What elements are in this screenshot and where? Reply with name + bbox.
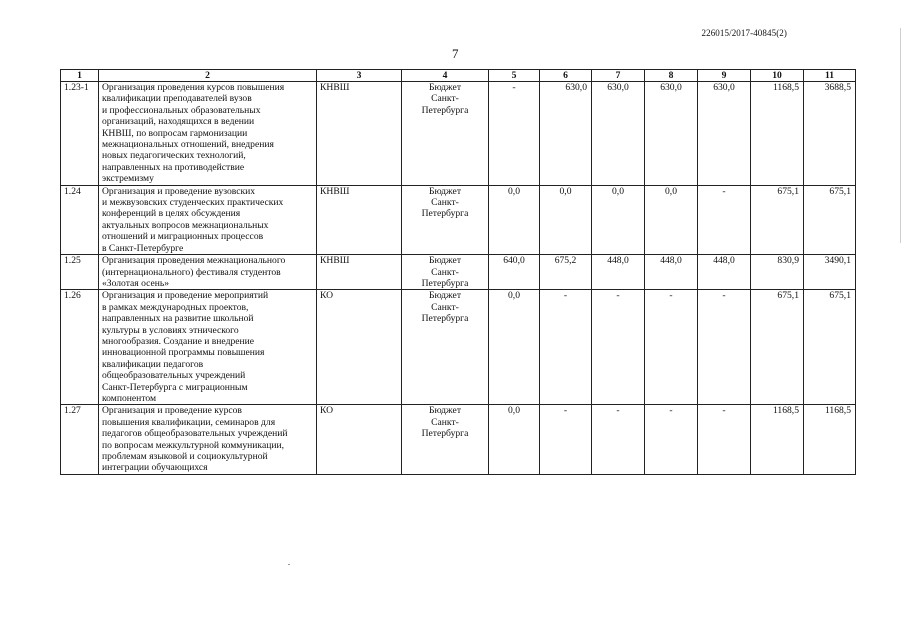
row-number: 1.26 bbox=[61, 290, 99, 405]
activity-name: Организация и проведение мероприятий в рамках международных проектов, направленных на развитие школьной культуры в условиях этнического многообразия. Создание и внедрение инновационной программы повышения квалификации педагогов общеобразовательных учреждений Санкт-Петербурга с миграционным компонентом bbox=[99, 290, 317, 405]
value-col-11: 1168,5 bbox=[804, 405, 856, 474]
value-col-8: - bbox=[645, 405, 698, 474]
funding-source: Бюджет Санкт- Петербурга bbox=[402, 255, 489, 290]
row-number: 1.23-1 bbox=[61, 82, 99, 186]
funding-source: Бюджет Санкт- Петербурга bbox=[402, 185, 489, 254]
value-col-5: 0,0 bbox=[489, 290, 540, 405]
funding-source: Бюджет Санкт- Петербурга bbox=[402, 290, 489, 405]
value-col-6: - bbox=[540, 405, 592, 474]
executor: КНВШ bbox=[317, 185, 402, 254]
value-col-6: - bbox=[540, 290, 592, 405]
col-header-7: 7 bbox=[592, 70, 645, 82]
value-col-10: 830,9 bbox=[751, 255, 804, 290]
value-col-8: 448,0 bbox=[645, 255, 698, 290]
funding-source: Бюджет Санкт- Петербурга bbox=[402, 405, 489, 474]
col-header-3: 3 bbox=[317, 70, 402, 82]
col-header-5: 5 bbox=[489, 70, 540, 82]
value-col-7: - bbox=[592, 290, 645, 405]
col-header-11: 11 bbox=[804, 70, 856, 82]
value-col-5: 0,0 bbox=[489, 185, 540, 254]
value-col-5: 640,0 bbox=[489, 255, 540, 290]
col-header-6: 6 bbox=[540, 70, 592, 82]
value-col-9: - bbox=[698, 290, 751, 405]
col-header-1: 1 bbox=[61, 70, 99, 82]
value-col-10: 675,1 bbox=[751, 185, 804, 254]
col-header-8: 8 bbox=[645, 70, 698, 82]
value-col-9: - bbox=[698, 405, 751, 474]
value-col-10: 1168,5 bbox=[751, 405, 804, 474]
row-number: 1.27 bbox=[61, 405, 99, 474]
value-col-11: 675,1 bbox=[804, 290, 856, 405]
value-col-7: 448,0 bbox=[592, 255, 645, 290]
scan-speck bbox=[288, 564, 290, 565]
table-row bbox=[61, 185, 856, 254]
activity-name: Организация проведения межнационального (интернационального) фестиваля студентов «Золотая осень» bbox=[99, 255, 317, 290]
value-col-8: 0,0 bbox=[645, 185, 698, 254]
activity-name: Организация и проведение курсов повышения квалификации, семинаров для педагогов общеобразовательных учреждений по вопросам межкультурной коммуникации, проблемам языковой и социокультурной интеграции обучающихся bbox=[99, 405, 317, 474]
executor: КНВШ bbox=[317, 82, 402, 186]
table-header-row bbox=[61, 70, 856, 82]
value-col-10: 675,1 bbox=[751, 290, 804, 405]
value-col-5: 0,0 bbox=[489, 405, 540, 474]
value-col-8: 630,0 bbox=[645, 82, 698, 186]
funding-source: Бюджет Санкт- Петербурга bbox=[402, 82, 489, 186]
col-header-10: 10 bbox=[751, 70, 804, 82]
page-number: 7 bbox=[452, 46, 459, 61]
value-col-8: - bbox=[645, 290, 698, 405]
table-row bbox=[61, 255, 856, 290]
scan-edge-line bbox=[900, 28, 901, 243]
value-col-7: 630,0 bbox=[592, 82, 645, 186]
value-col-6: 630,0 bbox=[540, 82, 592, 186]
value-col-10: 1168,5 bbox=[751, 82, 804, 186]
executor: КО bbox=[317, 405, 402, 474]
executor: КНВШ bbox=[317, 255, 402, 290]
value-col-11: 3688,5 bbox=[804, 82, 856, 186]
activity-name: Организация проведения курсов повышения квалификации преподавателей вузов и профессиональных образовательных организаций, находящихся в ведении КНВШ, по вопросам гармонизации межнациональных отношений, внедрения новых педагогических технологий, направленных на противодействие экстремизму bbox=[99, 82, 317, 186]
table-row bbox=[61, 290, 856, 405]
table-row bbox=[61, 82, 856, 186]
row-number: 1.25 bbox=[61, 255, 99, 290]
activity-name: Организация и проведение вузовских и межвузовских студенческих практических конференций в целях обсуждения актуальных вопросов межнациональных отношений и миграционных процессов в Санкт-Петербурге bbox=[99, 185, 317, 254]
value-col-9: 448,0 bbox=[698, 255, 751, 290]
table-row bbox=[61, 405, 856, 474]
value-col-6: 675,2 bbox=[540, 255, 592, 290]
value-col-7: 0,0 bbox=[592, 185, 645, 254]
col-header-2: 2 bbox=[99, 70, 317, 82]
col-header-9: 9 bbox=[698, 70, 751, 82]
value-col-5: - bbox=[489, 82, 540, 186]
value-col-7: - bbox=[592, 405, 645, 474]
document-registration-number: 226015/2017-40845(2) bbox=[701, 28, 787, 38]
value-col-9: 630,0 bbox=[698, 82, 751, 186]
value-col-9: - bbox=[698, 185, 751, 254]
executor: КО bbox=[317, 290, 402, 405]
value-col-11: 3490,1 bbox=[804, 255, 856, 290]
value-col-11: 675,1 bbox=[804, 185, 856, 254]
value-col-6: 0,0 bbox=[540, 185, 592, 254]
program-budget-table bbox=[60, 69, 856, 475]
col-header-4: 4 bbox=[402, 70, 489, 82]
row-number: 1.24 bbox=[61, 185, 99, 254]
